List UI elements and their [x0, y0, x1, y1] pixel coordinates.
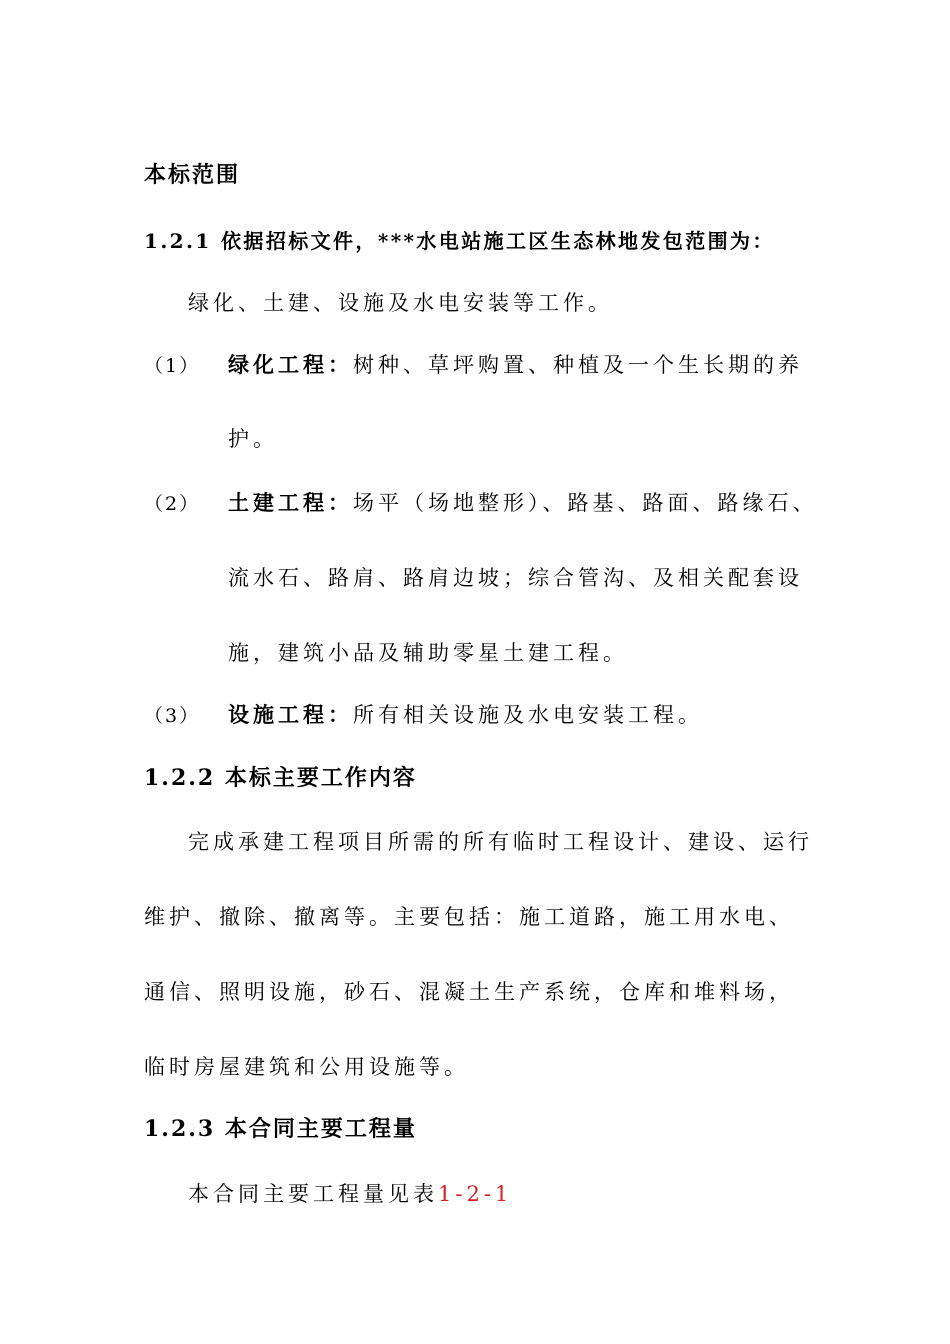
intro-paragraph: 绿化、土建、设施及水电安装等工作。 — [188, 291, 613, 315]
work-content-line-2: 维护、撤除、撤离等。主要包括：施工道路，施工用水电、 — [144, 905, 794, 929]
quantity-reference-line — [188, 1179, 512, 1209]
item-1-text: 树种、草坪购置、种植及一个生长期的养 — [353, 353, 803, 377]
item-2-line-3: 施，建筑小品及辅助零星土建工程。 — [228, 641, 628, 665]
quantity-reference-text: 本合同主要工程量见表 — [188, 1182, 438, 1206]
item-1-line-2: 护。 — [228, 427, 278, 451]
item-1-line-1 — [228, 350, 803, 380]
heading-1-2-3: 1.2.3 本合同主要工程量 — [144, 1116, 417, 1142]
section-title: 本标范围 — [144, 162, 241, 188]
item-2-text: 场平（场地整形）、路基、路面、路缘石、 — [353, 491, 818, 515]
item-3-line-1 — [228, 700, 703, 730]
item-number-2: （2） — [144, 493, 201, 515]
item-3-text: 所有相关设施及水电安装工程。 — [353, 703, 703, 727]
item-2-line-1 — [228, 488, 818, 518]
heading-1-2-1: 1.2.1 依据招标文件，***水电站施工区生态林地发包范围为： — [144, 229, 775, 253]
item-2-line-2: 流水石、路肩、路肩边坡；综合管沟、及相关配套设 — [228, 566, 803, 590]
item-3-label: 设施工程： — [228, 702, 353, 727]
work-content-line-1: 完成承建工程项目所需的所有临时工程设计、建设、运行 — [188, 830, 813, 854]
work-content-line-3: 通信、照明设施，砂石、混凝土生产系统，仓库和堆料场， — [144, 980, 794, 1004]
table-reference-link[interactable]: 1-2-1 — [438, 1182, 513, 1206]
item-number-3: （3） — [144, 705, 201, 727]
item-2-label: 土建工程： — [228, 490, 353, 515]
heading-1-2-2: 1.2.2 本标主要工作内容 — [144, 765, 417, 791]
item-number-1: （1） — [144, 355, 201, 377]
work-content-line-4: 临时房屋建筑和公用设施等。 — [144, 1055, 469, 1079]
item-1-label: 绿化工程： — [228, 352, 353, 377]
